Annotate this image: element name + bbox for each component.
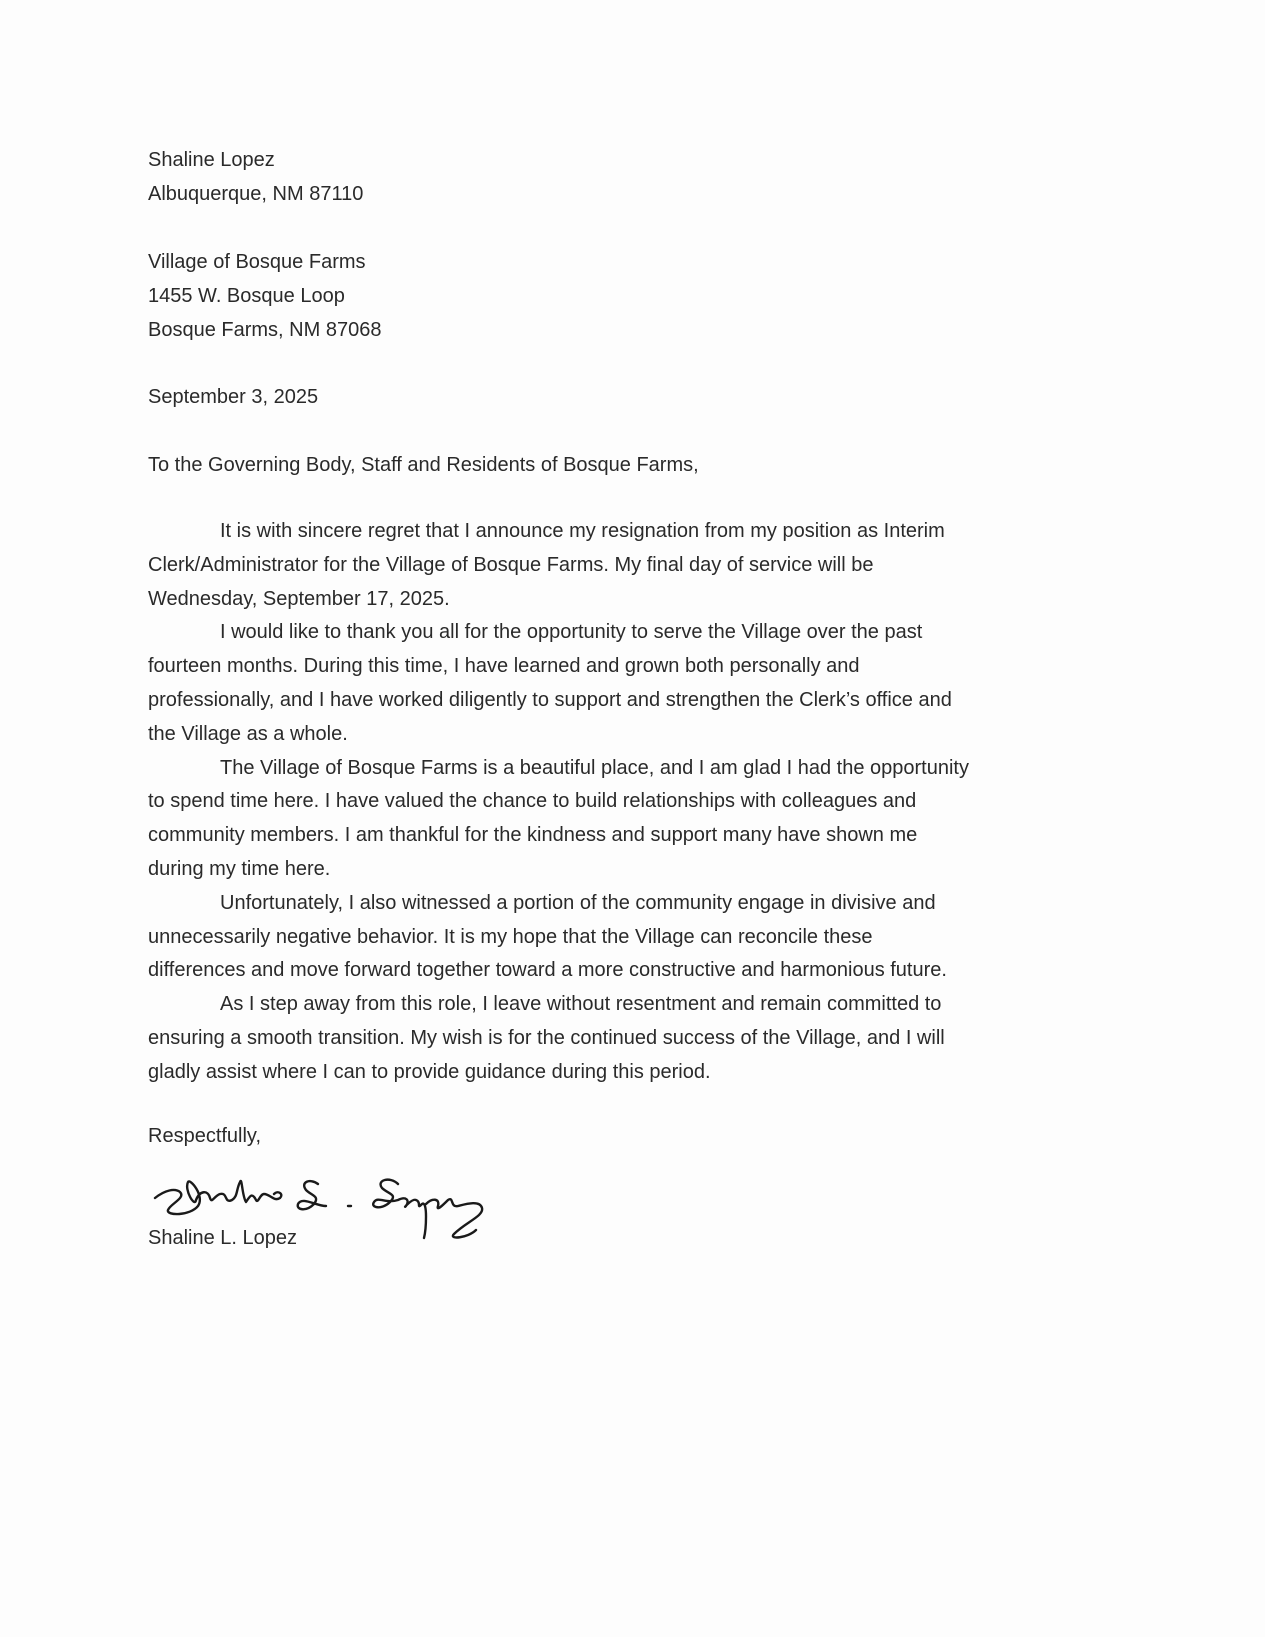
sender-address <box>148 144 363 212</box>
paragraph-line: unnecessarily negative behavior. It is my hope that the Village can reconcile these <box>148 925 873 948</box>
closing <box>148 1120 261 1154</box>
recipient-org: Village of Bosque Farms <box>148 251 366 273</box>
paragraph-line: The Village of Bosque Farms is a beautiful place, and I am glad I had the opportunity <box>220 756 969 779</box>
salutation-text: To the Governing Body, Staff and Residents of Bosque Farms, <box>148 454 699 476</box>
recipient-city: Bosque Farms, NM 87068 <box>148 318 382 341</box>
paragraph-line: gladly assist where I can to provide guidance during this period. <box>148 1060 711 1083</box>
body-paragraph <box>148 988 969 1089</box>
recipient-address <box>148 246 381 347</box>
paragraph-line: Unfortunately, I also witnessed a portion of the community engage in divisive and <box>220 891 936 914</box>
closing-text: Respectfully, <box>148 1125 262 1147</box>
paragraph-line: during my time here. <box>148 857 331 880</box>
signed-name-block <box>148 1222 297 1256</box>
salutation <box>148 449 699 483</box>
paragraph-line: to spend time here. I have valued the chance to build relationships with colleagues and <box>148 790 917 813</box>
date-text: September 3, 2025 <box>148 386 319 408</box>
body-paragraph <box>148 616 969 751</box>
body-paragraph <box>148 515 969 616</box>
paragraph-line: community members. I am thankful for the kindness and support many have shown me <box>148 824 918 847</box>
paragraph-line: It is with sincere regret that I announce my resignation from my position as Interim <box>220 520 945 542</box>
paragraph-line: Wednesday, September 17, 2025. <box>148 587 450 610</box>
paragraph-line: fourteen months. During this time, I have learned and grown both personally and <box>148 655 860 678</box>
sender-name: Shaline Lopez <box>148 149 275 171</box>
paragraph-line: Clerk/Administrator for the Village of Bosque Farms. My final day of service will be <box>148 553 874 576</box>
sender-city: Albuquerque, NM 87110 <box>148 182 364 205</box>
paragraph-line: I would like to thank you all for the opportunity to serve the Village over the past <box>220 621 923 644</box>
paragraph-line: the Village as a whole. <box>148 722 348 745</box>
paragraph-line: differences and move forward together toward a more constructive and harmonious future. <box>148 959 947 982</box>
signed-name: Shaline L. Lopez <box>148 1227 298 1249</box>
recipient-street: 1455 W. Bosque Loop <box>148 284 345 307</box>
letter-date <box>148 381 318 415</box>
paragraph-line: ensuring a smooth transition. My wish is for the continued success of the Village, and I will <box>148 1026 945 1049</box>
letter-body <box>148 515 969 1090</box>
paragraph-line: professionally, and I have worked diligently to support and strengthen the Clerk’s office and <box>148 688 952 711</box>
body-paragraph <box>148 752 969 887</box>
body-paragraph <box>148 887 969 988</box>
paragraph-line: As I step away from this role, I leave without resentment and remain committed to <box>220 993 942 1016</box>
